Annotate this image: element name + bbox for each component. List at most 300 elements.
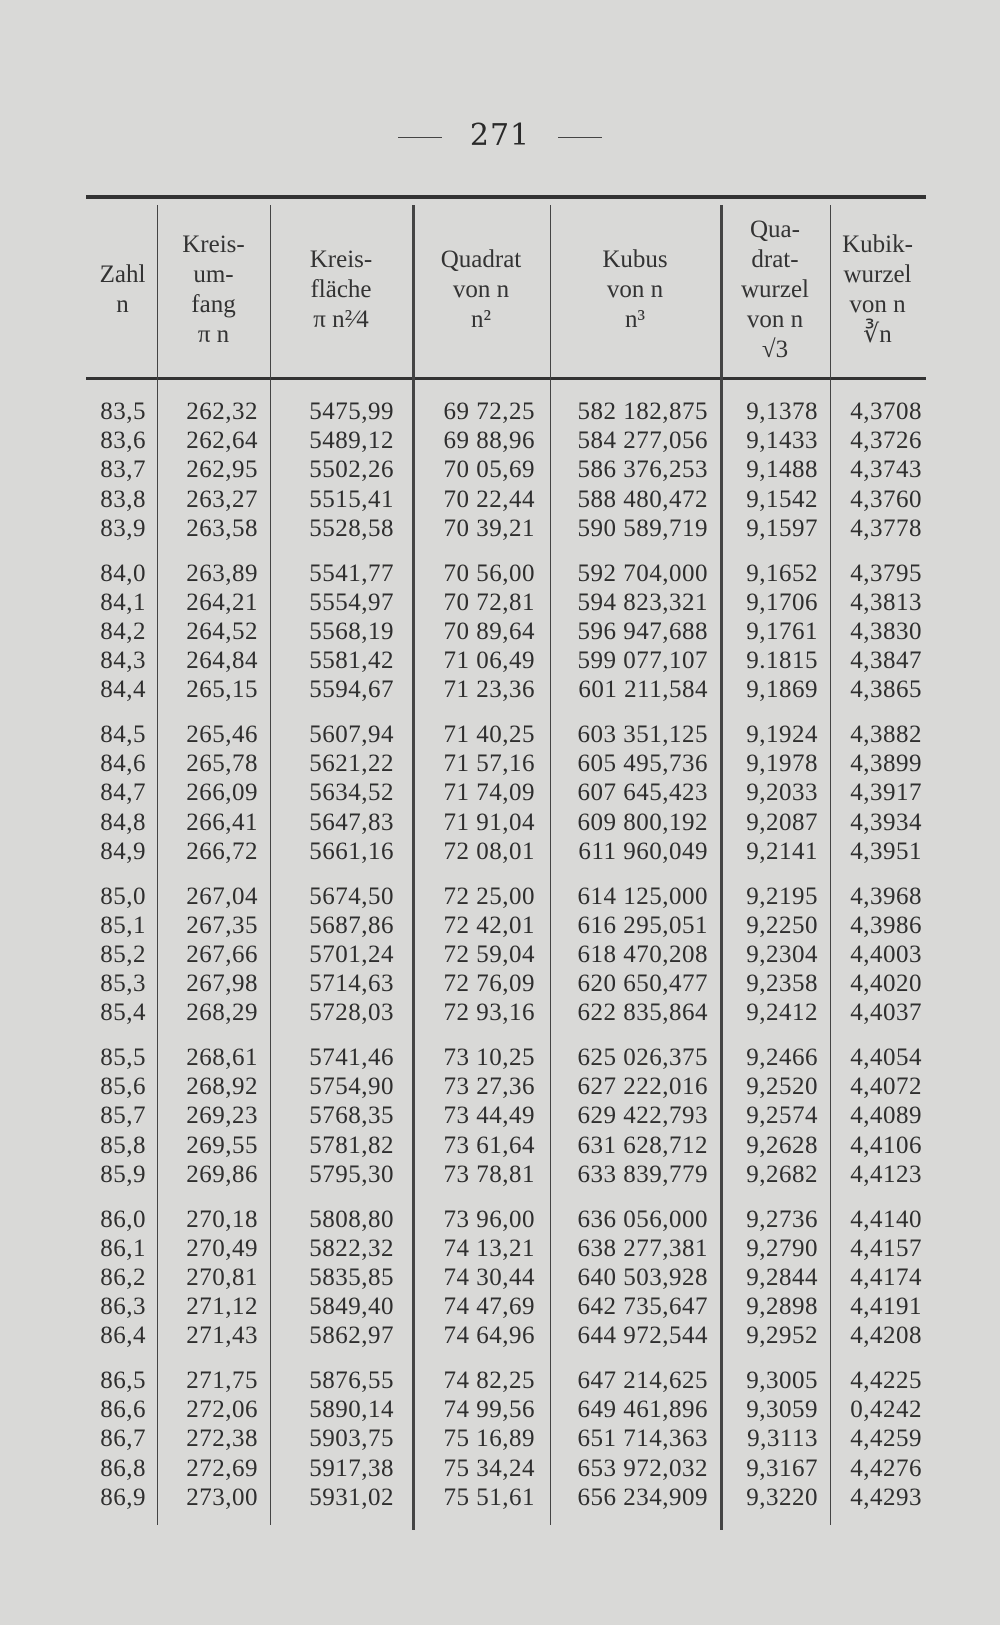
table-row bbox=[0, 1101, 1000, 1130]
table-cell: 5634,52 bbox=[309, 779, 394, 807]
table-cell: 85,1 bbox=[100, 911, 146, 939]
table-cell: 4,3968 bbox=[850, 882, 922, 910]
table-cell: 618 470,208 bbox=[577, 940, 708, 968]
table-cell: 85,2 bbox=[100, 940, 146, 968]
table-cell: 83,9 bbox=[100, 514, 146, 542]
table-cell: 265,78 bbox=[186, 750, 258, 778]
table-cell: 622 835,864 bbox=[577, 999, 708, 1027]
table-row bbox=[0, 1292, 1000, 1321]
header-bottom-rule bbox=[86, 377, 926, 380]
table-cell: 84,8 bbox=[100, 808, 146, 836]
table-cell: 86,2 bbox=[100, 1263, 146, 1291]
table-cell: 84,0 bbox=[100, 559, 146, 587]
table-cell: 5475,99 bbox=[309, 398, 394, 425]
table-cell: 649 461,896 bbox=[577, 1396, 708, 1424]
table-cell: 9,1869 bbox=[746, 676, 818, 704]
table-cell: 4,4191 bbox=[850, 1293, 922, 1321]
table-cell: 74 30,44 bbox=[443, 1263, 535, 1291]
header-line: Kubus bbox=[602, 246, 668, 273]
table-cell: 9,1652 bbox=[746, 559, 818, 587]
table-cell: 86,3 bbox=[100, 1293, 146, 1321]
table-cell: 267,35 bbox=[186, 911, 258, 939]
table-cell: 85,9 bbox=[100, 1160, 146, 1188]
table-cell: 636 056,000 bbox=[577, 1205, 708, 1233]
header-line: fang bbox=[191, 291, 236, 318]
table-cell: 85,4 bbox=[100, 999, 146, 1027]
table-top-rule bbox=[86, 195, 926, 199]
table-cell: 72 42,01 bbox=[443, 911, 535, 939]
dash-right bbox=[558, 137, 602, 138]
table-cell: 72 93,16 bbox=[443, 999, 535, 1027]
table-row bbox=[0, 426, 1000, 455]
page-number: 271 bbox=[0, 118, 1000, 153]
table-cell: 4,4106 bbox=[850, 1131, 922, 1159]
table-cell: 73 61,64 bbox=[443, 1131, 535, 1159]
table-cell: 4,4174 bbox=[850, 1263, 922, 1291]
table-cell: 9,2628 bbox=[746, 1131, 818, 1159]
header-line: wurzel bbox=[843, 261, 912, 288]
table-cell: 4,3743 bbox=[850, 456, 922, 484]
table-cell: 5502,26 bbox=[309, 456, 394, 484]
table-cell: 73 10,25 bbox=[443, 1044, 535, 1071]
table-cell: 9,2466 bbox=[746, 1044, 818, 1071]
table-row bbox=[0, 1131, 1000, 1160]
table-cell: 5917,38 bbox=[309, 1454, 394, 1482]
table-cell: 5621,22 bbox=[309, 750, 394, 778]
table-cell: 4,4276 bbox=[850, 1454, 922, 1482]
header-line: Quadrat bbox=[440, 246, 522, 273]
table-cell: 4,3813 bbox=[850, 588, 922, 616]
table-cell: 83,8 bbox=[100, 485, 146, 513]
table-cell: 5835,85 bbox=[309, 1263, 394, 1291]
table-cell: 271,12 bbox=[186, 1293, 258, 1321]
table-cell: 9,1433 bbox=[746, 427, 818, 455]
table-cell: 268,61 bbox=[186, 1044, 258, 1071]
table-cell: 4,3917 bbox=[850, 779, 922, 807]
table-cell: 627 222,016 bbox=[577, 1073, 708, 1101]
table-cell: 70 72,81 bbox=[443, 588, 535, 616]
table-cell: 262,32 bbox=[186, 398, 258, 425]
header-quadrat bbox=[412, 205, 550, 375]
header-line: drat- bbox=[751, 246, 799, 273]
table-cell: 4,4072 bbox=[850, 1073, 922, 1101]
table-cell: 270,18 bbox=[186, 1205, 258, 1233]
table-cell: 70 56,00 bbox=[443, 559, 535, 587]
table-cell: 71 06,49 bbox=[443, 647, 535, 675]
table-cell: 5822,32 bbox=[309, 1234, 394, 1262]
table-row bbox=[0, 675, 1000, 704]
table-cell: 263,58 bbox=[186, 514, 258, 542]
table-cell: 4,3951 bbox=[850, 837, 922, 865]
table-cell: 5768,35 bbox=[309, 1102, 394, 1130]
table-cell: 629 422,793 bbox=[577, 1102, 708, 1130]
table-cell: 73 27,36 bbox=[443, 1073, 535, 1101]
table-cell: 5568,19 bbox=[309, 617, 394, 645]
header-line: n bbox=[116, 291, 129, 318]
table-cell: 84,9 bbox=[100, 837, 146, 865]
table-cell: 0,4242 bbox=[850, 1396, 922, 1424]
table-cell: 9,3220 bbox=[746, 1483, 818, 1511]
table-row bbox=[0, 1072, 1000, 1101]
header-line: Kreis- bbox=[309, 246, 373, 273]
table-cell: 9,2682 bbox=[746, 1160, 818, 1188]
table-cell: 5849,40 bbox=[309, 1293, 394, 1321]
table-cell: 84,1 bbox=[100, 588, 146, 616]
header-line: von n bbox=[849, 291, 906, 318]
table-cell: 5674,50 bbox=[309, 882, 394, 910]
table-cell: 84,3 bbox=[100, 647, 146, 675]
table-cell: 83,6 bbox=[100, 427, 146, 455]
table-cell: 264,52 bbox=[186, 617, 258, 645]
table-row bbox=[0, 485, 1000, 514]
table-cell: 74 47,69 bbox=[443, 1293, 535, 1321]
table-cell: 5890,14 bbox=[309, 1396, 394, 1424]
table-cell: 582 182,875 bbox=[577, 398, 708, 425]
table-cell: 72 08,01 bbox=[443, 837, 535, 865]
table-row bbox=[0, 837, 1000, 866]
table-cell: 263,89 bbox=[186, 559, 258, 587]
table-row bbox=[0, 1263, 1000, 1292]
table-cell: 4,4259 bbox=[850, 1425, 922, 1453]
table-cell: 70 22,44 bbox=[443, 485, 535, 513]
table-cell: 656 234,909 bbox=[577, 1483, 708, 1511]
table-cell: 268,92 bbox=[186, 1073, 258, 1101]
table-cell: 4,3934 bbox=[850, 808, 922, 836]
table-cell: 5661,16 bbox=[309, 837, 394, 865]
header-kreisflaeche bbox=[270, 205, 412, 375]
table-cell: 265,15 bbox=[186, 676, 258, 704]
table-cell: 653 972,032 bbox=[577, 1454, 708, 1482]
table-cell: 84,7 bbox=[100, 779, 146, 807]
table-row bbox=[0, 1234, 1000, 1263]
table-cell: 9,1924 bbox=[746, 721, 818, 748]
table-cell: 4,4003 bbox=[850, 940, 922, 968]
table-cell: 620 650,477 bbox=[577, 970, 708, 998]
table-cell: 83,7 bbox=[100, 456, 146, 484]
table-cell: 5541,77 bbox=[309, 559, 394, 587]
table-cell: 642 735,647 bbox=[577, 1293, 708, 1321]
header-line: von n bbox=[746, 306, 804, 333]
table-cell: 270,49 bbox=[186, 1234, 258, 1262]
table-cell: 5594,67 bbox=[309, 676, 394, 704]
table-cell: 9,2952 bbox=[746, 1322, 818, 1350]
table-cell: 616 295,051 bbox=[577, 911, 708, 939]
table-cell: 4,4037 bbox=[850, 999, 922, 1027]
table-row bbox=[0, 1454, 1000, 1483]
table-row bbox=[0, 808, 1000, 837]
table-cell: 9,2412 bbox=[746, 999, 818, 1027]
table-cell: 9,2736 bbox=[746, 1205, 818, 1233]
table-cell: 267,04 bbox=[186, 882, 258, 910]
table-row bbox=[0, 455, 1000, 484]
table-row bbox=[0, 1321, 1000, 1350]
header-quadratwurzel bbox=[720, 205, 830, 375]
table-cell: 638 277,381 bbox=[577, 1234, 708, 1262]
table-cell: 85,3 bbox=[100, 970, 146, 998]
table-cell: 70 89,64 bbox=[443, 617, 535, 645]
table-cell: 9,1378 bbox=[746, 398, 818, 425]
table-row bbox=[0, 882, 1000, 911]
table-cell: 74 13,21 bbox=[443, 1234, 535, 1262]
table-cell: 72 59,04 bbox=[443, 940, 535, 968]
table-cell: 85,7 bbox=[100, 1102, 146, 1130]
table-cell: 272,06 bbox=[186, 1396, 258, 1424]
header-line: von n bbox=[452, 276, 510, 303]
table-cell: 596 947,688 bbox=[577, 617, 708, 645]
table-cell: 603 351,125 bbox=[577, 721, 708, 748]
header-kreisumfang bbox=[157, 205, 270, 375]
table-cell: 5489,12 bbox=[309, 427, 394, 455]
table-cell: 75 34,24 bbox=[443, 1454, 535, 1482]
table-cell: 71 57,16 bbox=[443, 750, 535, 778]
table-cell: 5515,41 bbox=[309, 485, 394, 513]
table-row bbox=[0, 1395, 1000, 1424]
table-cell: 609 800,192 bbox=[577, 808, 708, 836]
table-cell: 71 74,09 bbox=[443, 779, 535, 807]
table-cell: 9,2033 bbox=[746, 779, 818, 807]
table-cell: 640 503,928 bbox=[577, 1263, 708, 1291]
table-cell: 73 78,81 bbox=[443, 1160, 535, 1188]
table-row bbox=[0, 397, 1000, 426]
table-cell: 5808,80 bbox=[309, 1205, 394, 1233]
table-cell: 5741,46 bbox=[309, 1044, 394, 1071]
table-cell: 265,46 bbox=[186, 721, 258, 748]
table-cell: 4,3708 bbox=[850, 398, 922, 425]
table-cell: 5754,90 bbox=[309, 1073, 394, 1101]
table-row bbox=[0, 998, 1000, 1027]
table-cell: 9,2844 bbox=[746, 1263, 818, 1291]
table-row bbox=[0, 940, 1000, 969]
table-cell: 590 589,719 bbox=[577, 514, 708, 542]
table-cell: 5581,42 bbox=[309, 647, 394, 675]
table-cell: 9,2250 bbox=[746, 911, 818, 939]
table-cell: 269,55 bbox=[186, 1131, 258, 1159]
table-cell: 266,09 bbox=[186, 779, 258, 807]
table-cell: 266,72 bbox=[186, 837, 258, 865]
table-cell: 4,4157 bbox=[850, 1234, 922, 1262]
table-cell: 5728,03 bbox=[309, 999, 394, 1027]
header-line: Kubik- bbox=[842, 231, 913, 258]
table-cell: 262,95 bbox=[186, 456, 258, 484]
table-cell: 5862,97 bbox=[309, 1322, 394, 1350]
table-row bbox=[0, 911, 1000, 940]
table-row bbox=[0, 1366, 1000, 1395]
table-cell: 9,1597 bbox=[746, 514, 818, 542]
header-line: π n bbox=[197, 321, 230, 348]
table-cell: 5528,58 bbox=[309, 514, 394, 542]
table-cell: 588 480,472 bbox=[577, 485, 708, 513]
table-cell: 269,86 bbox=[186, 1160, 258, 1188]
table-cell: 9,3059 bbox=[746, 1396, 818, 1424]
table-row bbox=[0, 514, 1000, 543]
table-row bbox=[0, 749, 1000, 778]
table-cell: 75 51,61 bbox=[443, 1483, 535, 1511]
table-cell: 625 026,375 bbox=[577, 1044, 708, 1071]
table-row bbox=[0, 588, 1000, 617]
table-cell: 272,38 bbox=[186, 1425, 258, 1453]
table-cell: 72 76,09 bbox=[443, 970, 535, 998]
table-cell: 592 704,000 bbox=[577, 559, 708, 587]
table-cell: 86,0 bbox=[100, 1205, 146, 1233]
table-cell: 9,1706 bbox=[746, 588, 818, 616]
header-line: wurzel bbox=[740, 276, 810, 303]
table-cell: 262,64 bbox=[186, 427, 258, 455]
table-cell: 4,3830 bbox=[850, 617, 922, 645]
table-cell: 84,5 bbox=[100, 721, 146, 748]
table-cell: 9,1978 bbox=[746, 750, 818, 778]
table-row bbox=[0, 1483, 1000, 1512]
table-cell: 4,4020 bbox=[850, 970, 922, 998]
table-cell: 71 40,25 bbox=[443, 721, 535, 748]
table-cell: 4,3899 bbox=[850, 750, 922, 778]
table-cell: 4,4089 bbox=[850, 1102, 922, 1130]
table-cell: 4,3726 bbox=[850, 427, 922, 455]
table-cell: 633 839,779 bbox=[577, 1160, 708, 1188]
table-cell: 70 39,21 bbox=[443, 514, 535, 542]
dash-left bbox=[398, 137, 442, 138]
header-kubus bbox=[550, 205, 720, 375]
table-cell: 86,6 bbox=[100, 1396, 146, 1424]
table-cell: 71 91,04 bbox=[443, 808, 535, 836]
header-line: um- bbox=[193, 261, 234, 288]
table-cell: 86,8 bbox=[100, 1454, 146, 1482]
table-cell: 9,1488 bbox=[746, 456, 818, 484]
table-cell: 4,3882 bbox=[850, 721, 922, 748]
table-cell: 4,3760 bbox=[850, 485, 922, 513]
header-kubikwurzel bbox=[830, 205, 925, 375]
table-cell: 266,41 bbox=[186, 808, 258, 836]
header-line: Zahl bbox=[99, 261, 146, 288]
table-cell: 9,2087 bbox=[746, 808, 818, 836]
table-cell: 74 99,56 bbox=[443, 1396, 535, 1424]
table-cell: 599 077,107 bbox=[577, 647, 708, 675]
table-cell: 647 214,625 bbox=[577, 1367, 708, 1394]
table-cell: 86,7 bbox=[100, 1425, 146, 1453]
table-cell: 584 277,056 bbox=[577, 427, 708, 455]
table-cell: 586 376,253 bbox=[577, 456, 708, 484]
table-cell: 4,4140 bbox=[850, 1205, 922, 1233]
table-cell: 9,2520 bbox=[746, 1073, 818, 1101]
table-cell: 5781,82 bbox=[309, 1131, 394, 1159]
table-cell: 9,2304 bbox=[746, 940, 818, 968]
header-line: fläche bbox=[310, 276, 372, 303]
header-line: ∛n bbox=[863, 321, 892, 348]
table-cell: 72 25,00 bbox=[443, 882, 535, 910]
table-row bbox=[0, 1205, 1000, 1234]
table-cell: 75 16,89 bbox=[443, 1425, 535, 1453]
table-cell: 9,2195 bbox=[746, 882, 818, 910]
table-cell: 9,2358 bbox=[746, 970, 818, 998]
table-cell: 86,4 bbox=[100, 1322, 146, 1350]
table-cell: 267,66 bbox=[186, 940, 258, 968]
table-cell: 271,43 bbox=[186, 1322, 258, 1350]
table-cell: 9,2790 bbox=[746, 1234, 818, 1262]
table-cell: 5554,97 bbox=[309, 588, 394, 616]
table-cell: 86,5 bbox=[100, 1367, 146, 1394]
table-cell: 5687,86 bbox=[309, 911, 394, 939]
table-cell: 5903,75 bbox=[309, 1425, 394, 1453]
table-row bbox=[0, 1043, 1000, 1072]
table-cell: 270,81 bbox=[186, 1263, 258, 1291]
header-line: n² bbox=[471, 306, 491, 333]
table-cell: 9,3167 bbox=[746, 1454, 818, 1482]
table-cell: 73 44,49 bbox=[443, 1102, 535, 1130]
table-row bbox=[0, 969, 1000, 998]
table-cell: 84,2 bbox=[100, 617, 146, 645]
table-cell: 644 972,544 bbox=[577, 1322, 708, 1350]
table-cell: 273,00 bbox=[186, 1483, 258, 1511]
table-cell: 5876,55 bbox=[309, 1367, 394, 1394]
table-cell: 611 960,049 bbox=[578, 837, 708, 865]
table-cell: 4,3986 bbox=[850, 911, 922, 939]
table-cell: 4,4293 bbox=[850, 1483, 922, 1511]
table-cell: 271,75 bbox=[186, 1367, 258, 1394]
table-cell: 267,98 bbox=[186, 970, 258, 998]
table-cell: 9,3113 bbox=[747, 1425, 818, 1453]
table-cell: 4,3778 bbox=[850, 514, 922, 542]
table-cell: 264,21 bbox=[186, 588, 258, 616]
table-cell: 73 96,00 bbox=[443, 1205, 535, 1233]
table-row bbox=[0, 778, 1000, 807]
table-cell: 9,2898 bbox=[746, 1293, 818, 1321]
table-row bbox=[0, 617, 1000, 646]
table-cell: 9.1815 bbox=[746, 647, 818, 675]
header-line: Qua- bbox=[750, 216, 800, 243]
table-cell: 9,2141 bbox=[746, 837, 818, 865]
table-cell: 651 714,363 bbox=[577, 1425, 708, 1453]
table-row bbox=[0, 559, 1000, 588]
table-cell: 9,2574 bbox=[746, 1102, 818, 1130]
table-row bbox=[0, 720, 1000, 749]
table-cell: 85,0 bbox=[100, 882, 146, 910]
table-cell: 601 211,584 bbox=[578, 676, 708, 704]
table-cell: 85,6 bbox=[100, 1073, 146, 1101]
table-cell: 9,1542 bbox=[746, 485, 818, 513]
table-cell: 69 72,25 bbox=[443, 398, 535, 425]
header-line: π n²⁄4 bbox=[313, 306, 369, 333]
table-cell: 5647,83 bbox=[309, 808, 394, 836]
table-cell: 9,3005 bbox=[746, 1367, 818, 1394]
table-cell: 5795,30 bbox=[309, 1160, 394, 1188]
table-cell: 5607,94 bbox=[309, 721, 394, 748]
table-cell: 4,4225 bbox=[850, 1367, 922, 1394]
table-cell: 4,3795 bbox=[850, 559, 922, 587]
table-cell: 74 64,96 bbox=[443, 1322, 535, 1350]
table-cell: 4,4054 bbox=[850, 1044, 922, 1071]
table-cell: 84,6 bbox=[100, 750, 146, 778]
table-cell: 263,27 bbox=[186, 485, 258, 513]
table-cell: 631 628,712 bbox=[577, 1131, 708, 1159]
table-cell: 5701,24 bbox=[309, 940, 394, 968]
table-cell: 69 88,96 bbox=[443, 427, 535, 455]
table-cell: 74 82,25 bbox=[443, 1367, 535, 1394]
header-line: Kreis- bbox=[182, 231, 245, 258]
table-cell: 4,3865 bbox=[850, 676, 922, 704]
table-cell: 268,29 bbox=[186, 999, 258, 1027]
table-cell: 269,23 bbox=[186, 1102, 258, 1130]
table-cell: 614 125,000 bbox=[577, 882, 708, 910]
table-row bbox=[0, 1424, 1000, 1453]
table-cell: 83,5 bbox=[100, 398, 146, 425]
table-cell: 605 495,736 bbox=[577, 750, 708, 778]
table-cell: 71 23,36 bbox=[443, 676, 535, 704]
table-cell: 85,8 bbox=[100, 1131, 146, 1159]
table-cell: 4,4123 bbox=[850, 1160, 922, 1188]
table-cell: 272,69 bbox=[186, 1454, 258, 1482]
table-cell: 70 05,69 bbox=[443, 456, 535, 484]
table-cell: 5714,63 bbox=[309, 970, 394, 998]
table-cell: 84,4 bbox=[100, 676, 146, 704]
